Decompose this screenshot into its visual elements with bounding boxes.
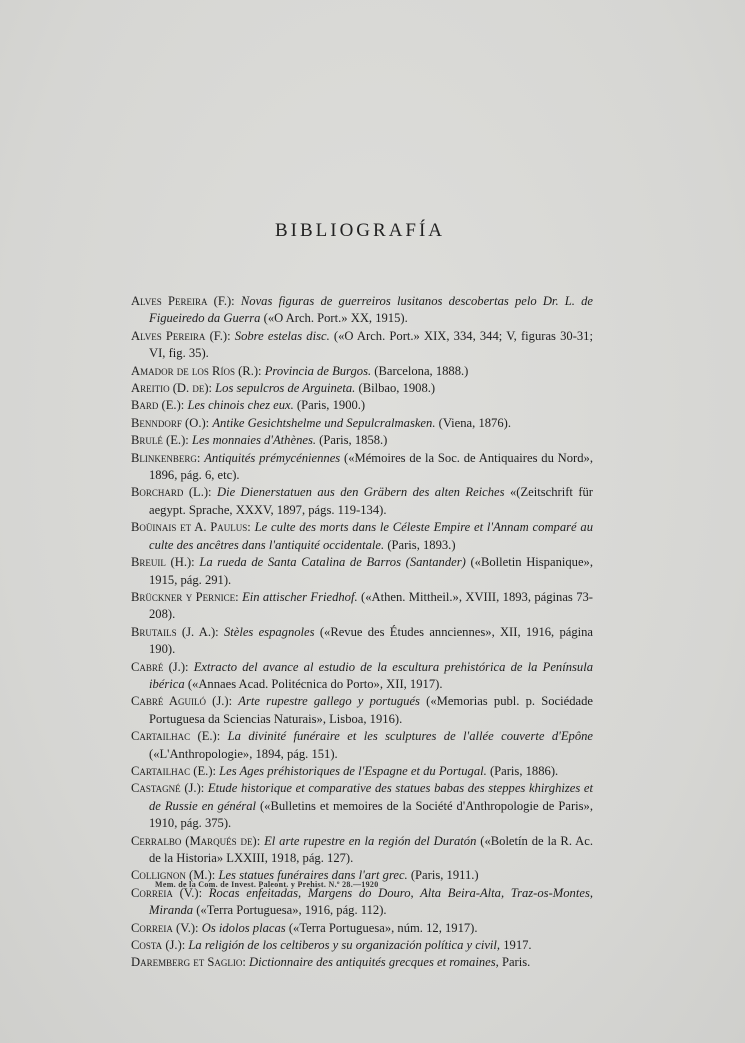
page-footer: Mem. de la Com. de Invest. Paleont. y Prehist. N.º 28.—1920: [155, 880, 379, 889]
entry-author: Boüinais et A. Paulus:: [131, 520, 251, 535]
entry-author: Breuil (H.):: [131, 555, 195, 570]
bibliography-entry: [131, 293, 593, 328]
entry-details: (Paris, 1900.): [296, 398, 366, 413]
entry-details: («O Arch. Port.» XX, 1915).: [263, 311, 408, 326]
entry-details: («Annaes Acad. Politécnica do Porto», XII, 1917).: [187, 676, 443, 691]
entry-author: Cerralbo (Marqués de):: [131, 833, 261, 848]
entry-details: Paris.: [501, 955, 531, 970]
bibliography-list: [131, 293, 593, 972]
entry-work: Los sepulcros de Arguineta.: [215, 381, 356, 396]
bibliography-entry: [131, 954, 593, 971]
entry-details: (Paris, 1893.): [387, 537, 456, 552]
entry-author: Areitio (D. de):: [131, 381, 213, 396]
entry-work: Sobre estelas disc.: [234, 328, 330, 343]
entry-author: Benndorf (O.):: [131, 415, 210, 430]
entry-work: Le culte des morts dans le Céleste Empire et l'Annam comparé au culte des ancêtres dans l'antiquité occidentale.: [149, 520, 593, 552]
bibliography-entry: [131, 728, 593, 763]
entry-author: Cartailhac (E.):: [131, 763, 217, 778]
entry-author: Collignon (M.):: [131, 868, 216, 883]
entry-author: Cabré (J.):: [131, 659, 189, 674]
bibliography-entry: [131, 659, 593, 694]
entry-work: La religión de los celtiberos y su organización política y civil,: [188, 938, 501, 953]
entry-author: Brückner y Pernice:: [131, 589, 239, 604]
entry-details: («Mémoires de la Soc. de Antiquaires du Nord», 1896, pág. 6, etc).: [149, 450, 593, 483]
entry-work: Die Dienerstatuen aus den Gräbern des alten Reiches: [216, 485, 505, 500]
entry-details: («Bulletins et memoires de la Société d'Anthropologie de Paris», 1910, pág. 375).: [149, 798, 593, 831]
entry-details: (Barcelona, 1888.): [374, 363, 469, 378]
entry-work: Antiquités prémycéniennes: [204, 450, 341, 465]
entry-details: (Viena, 1876).: [438, 415, 511, 430]
entry-author: Bard (E.):: [131, 398, 185, 413]
entry-details: (Paris, 1911.): [410, 868, 479, 883]
entry-work: Les chinois chez eux.: [187, 398, 294, 413]
entry-work: Provincia de Burgos.: [264, 363, 372, 378]
entry-author: Costa (J.):: [131, 938, 186, 953]
entry-details: «(Zeitschrift für aegypt. Sprache, XXXV, 1897, págs. 119-134).: [149, 485, 594, 517]
bibliography-entry: [131, 397, 593, 414]
bibliography-entry: [131, 937, 593, 954]
entry-author: Correia (V.):: [131, 920, 199, 935]
bibliography-entry: [131, 693, 593, 728]
bibliography-entry: [131, 780, 593, 832]
entry-work: Etude historique et comparative des statues babas des steppes khirghizes et de Russie en général: [149, 781, 593, 813]
entry-details: («Terra Portuguesa», 1916, pág. 112).: [196, 903, 387, 918]
entry-work: Les Ages préhistoriques de l'Espagne et du Portugal.: [219, 763, 487, 778]
entry-author: Blinkenberg:: [131, 450, 201, 465]
entry-details: («O Arch. Port.» XIX, 334, 344; V, figuras 30-31; VI, fig. 35).: [149, 328, 593, 361]
page-title: BIBLIOGRAFÍA: [274, 220, 446, 241]
entry-details: (Paris, 1858.): [319, 433, 388, 448]
entry-details: 1917.: [503, 938, 532, 953]
entry-author: Castagné (J.):: [131, 781, 205, 796]
entry-details: («Boletín de la R. Ac. de la Historia» LXXIII, 1918, pág. 127).: [149, 833, 593, 865]
entry-work: Ein attischer Friedhof.: [242, 589, 358, 604]
entry-details: («L'Anthropologie», 1894, pág. 151).: [149, 746, 338, 761]
bibliography-entry: [131, 763, 593, 780]
entry-work: Os idolos placas: [201, 920, 286, 935]
bibliography-entry: [131, 589, 593, 624]
entry-details: («Athen. Mittheil.», XVIII, 1893, páginas 73-208).: [149, 589, 594, 622]
entry-work: Antike Gesichtshelme und Sepulcralmasken.: [212, 415, 436, 430]
bibliography-entry: [131, 554, 593, 589]
entry-author: Amador de los Ríos (R.):: [131, 363, 262, 378]
entry-details: (Paris, 1886).: [489, 763, 559, 778]
entry-work: Extracto del avance al estudio de la escultura prehistórica de la Península ibérica: [149, 659, 593, 691]
bibliography-entry: [131, 415, 593, 432]
bibliography-entry: [131, 380, 593, 397]
bibliography-entry: [131, 450, 593, 485]
entry-details: («Bolletin Hispanique», 1915, pág. 291).: [149, 555, 593, 587]
bibliography-entry: [131, 519, 593, 554]
bibliography-entry: [131, 328, 593, 363]
bibliography-entry: [131, 920, 593, 937]
entry-author: Cabré Aguiló (J.):: [131, 694, 233, 709]
entry-work: Stèles espagnoles: [223, 624, 315, 639]
entry-author: Correia (V.):: [131, 885, 203, 900]
bibliography-entry: [131, 432, 593, 449]
bibliography-entry: [131, 624, 593, 659]
entry-work: El arte rupestre en la región del Duratón: [264, 833, 477, 848]
entry-author: Brulé (E.):: [131, 433, 189, 448]
entry-details: («Terra Portuguesa», núm. 12, 1917).: [288, 920, 478, 935]
entry-work: Novas figuras de guerreiros lusitanos descobertas pelo Dr. L. de Figueiredo da Guerra: [149, 294, 594, 326]
entry-author: Alves Pereira (F.):: [131, 328, 231, 343]
bibliography-entry: [131, 484, 593, 519]
entry-author: Borchard (L.):: [131, 485, 212, 500]
entry-work: Rocas enfeitadas, Margens do Douro, Alta Beira-Alta, Traz-os-Montes, Miranda: [149, 885, 593, 918]
entry-details: («Memorias publ. p. Sociédade Portuguesa da Sciencias Naturais», Lisboa, 1916).: [149, 694, 593, 726]
entry-author: Daremberg et Saglio:: [131, 955, 246, 970]
entry-work: Dictionnaire des antiquités grecques et romaines,: [249, 955, 499, 970]
bibliography-entry: [131, 363, 593, 380]
entry-author: Brutails (J. A.):: [131, 624, 219, 639]
entry-work: La divinité funéraire et les sculptures de l'allée couverte d'Epône: [227, 729, 593, 744]
entry-details: (Bilbao, 1908.): [358, 381, 436, 396]
entry-work: Les monnaies d'Athènes.: [191, 433, 317, 448]
entry-work: La rueda de Santa Catalina de Barros (Santander): [199, 555, 466, 570]
bibliography-entry: [131, 833, 593, 868]
entry-author: Cartailhac (E.):: [131, 729, 221, 744]
entry-details: («Revue des Études annciennes», XII, 1916, página 190).: [149, 624, 594, 657]
entry-work: Arte rupestre gallego y portugués: [238, 694, 420, 709]
bibliography-entry: [131, 885, 593, 920]
entry-work: Les statues funéraires dans l'art grec.: [218, 868, 408, 883]
entry-author: Alves Pereira (F.):: [131, 294, 235, 308]
